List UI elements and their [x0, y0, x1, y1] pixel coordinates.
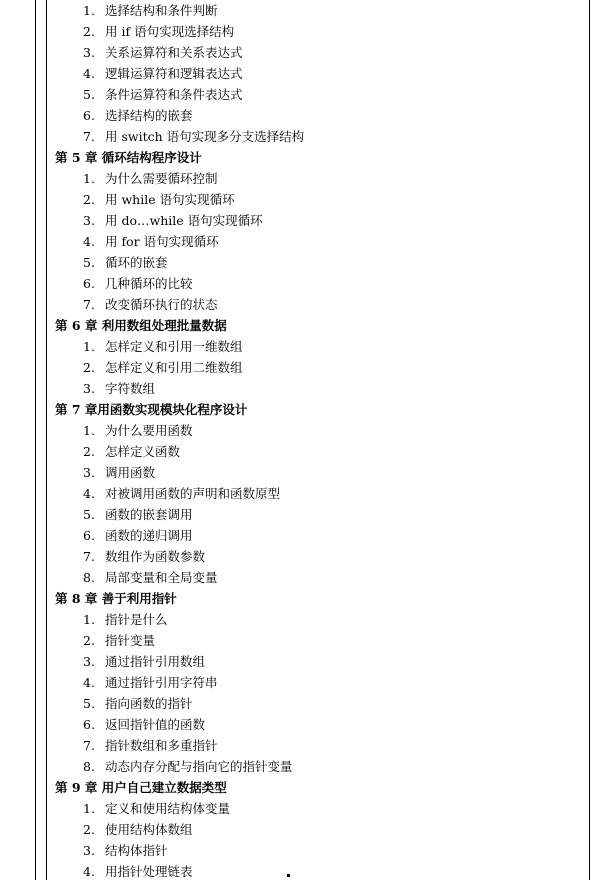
list-item-number: 2.	[83, 192, 95, 207]
list-item-number: 6.	[83, 528, 95, 543]
list-item-text: 怎样定义和引用一维数组	[105, 339, 243, 354]
list-item-text: 函数的递归调用	[105, 528, 193, 543]
list-item-number: 4.	[83, 234, 95, 249]
list-item-text: 使用结构体数组	[105, 822, 193, 837]
list-item-text: 字符数组	[105, 381, 156, 396]
list-item-text: 定义和使用结构体变量	[105, 801, 231, 816]
list-item-number: 4.	[83, 486, 95, 501]
list-item-text: 逻辑运算符和逻辑表达式	[105, 66, 243, 81]
list-item-number: 6.	[83, 276, 95, 291]
list-item-number: 1.	[83, 801, 95, 816]
list-item-text: 调用函数	[105, 465, 156, 480]
list-item-number: 6.	[83, 717, 95, 732]
list-item-text: 函数的嵌套调用	[105, 507, 193, 522]
list-item-text: 数组作为函数参数	[105, 549, 206, 564]
list-item-number: 3.	[83, 465, 95, 480]
list-item	[55, 420, 585, 441]
list-item-text: 选择结构的嵌套	[105, 108, 193, 123]
chapter-heading: 第 8 章 善于利用指针	[55, 591, 177, 606]
list-item	[55, 798, 585, 819]
list-item-number: 2.	[83, 444, 95, 459]
list-item-number: 2.	[83, 822, 95, 837]
list-item	[55, 609, 585, 630]
list-item	[55, 63, 585, 84]
list-item-number: 3.	[83, 843, 95, 858]
list-item-text: 指针变量	[105, 633, 156, 648]
list-item-text: 局部变量和全局变量	[105, 570, 218, 585]
list-item	[55, 672, 585, 693]
list-item-number: 7.	[83, 297, 95, 312]
list-item	[55, 252, 585, 273]
list-item	[55, 189, 585, 210]
list-item	[55, 210, 585, 231]
list-item	[55, 819, 585, 840]
list-item-text: 改变循环执行的状态	[105, 297, 218, 312]
list-item-number: 2.	[83, 633, 95, 648]
list-item-text: 用 switch 语句实现多分支选择结构	[105, 129, 305, 144]
list-item	[55, 483, 585, 504]
list-item-text: 用 do…while 语句实现循环	[105, 213, 263, 228]
list-item-number: 8.	[83, 759, 95, 774]
list-item-text: 怎样定义函数	[105, 444, 181, 459]
list-item	[55, 126, 585, 147]
list-item-number: 2.	[83, 360, 95, 375]
list-item	[55, 462, 585, 483]
list-item-number: 1.	[83, 171, 95, 186]
list-item-number: 1.	[83, 612, 95, 627]
list-item	[55, 0, 585, 21]
list-item-text: 返回指针值的函数	[105, 717, 206, 732]
list-item-number: 8.	[83, 570, 95, 585]
list-item	[55, 84, 585, 105]
list-item-text: 几种循环的比较	[105, 276, 193, 291]
list-item-number: 3.	[83, 45, 95, 60]
chapter-heading: 第 6 章 利用数组处理批量数据	[55, 318, 227, 333]
table-border-right	[589, 0, 590, 880]
list-item-number: 4.	[83, 66, 95, 81]
list-item	[55, 735, 585, 756]
list-item	[55, 378, 585, 399]
list-item	[55, 294, 585, 315]
list-item	[55, 756, 585, 777]
list-item	[55, 105, 585, 126]
list-item-text: 指针是什么	[105, 612, 168, 627]
list-item-text: 选择结构和条件判断	[105, 3, 218, 18]
list-item-text: 指向函数的指针	[105, 696, 193, 711]
list-item-text: 怎样定义和引用二维数组	[105, 360, 243, 375]
list-item-number: 7.	[83, 738, 95, 753]
list-item-number: 5.	[83, 255, 95, 270]
list-item-text: 条件运算符和条件表达式	[105, 87, 243, 102]
list-item-text: 指针数组和多重指针	[105, 738, 218, 753]
list-item	[55, 504, 585, 525]
list-item	[55, 273, 585, 294]
list-item	[55, 525, 585, 546]
list-item-number: 5.	[83, 696, 95, 711]
list-item-number: 7.	[83, 129, 95, 144]
syllabus-content	[55, 0, 585, 882]
list-item	[55, 336, 585, 357]
list-item	[55, 42, 585, 63]
list-item	[55, 546, 585, 567]
list-item	[55, 693, 585, 714]
table-border-left-inner	[46, 0, 47, 880]
list-item-text: 动态内存分配与指向它的指针变量	[105, 759, 293, 774]
list-item	[55, 21, 585, 42]
list-item	[55, 567, 585, 588]
chapter-heading: 第 9 章 用户自己建立数据类型	[55, 780, 227, 795]
list-item	[55, 861, 585, 882]
list-item	[55, 441, 585, 462]
list-item-text: 用 if 语句实现选择结构	[105, 24, 235, 39]
list-item-text: 关系运算符和关系表达式	[105, 45, 243, 60]
list-item-number: 4.	[83, 864, 95, 879]
list-item-number: 1.	[83, 339, 95, 354]
list-item-number: 7.	[83, 549, 95, 564]
list-item-text: 通过指针引用字符串	[105, 675, 218, 690]
list-item-text: 为什么需要循环控制	[105, 171, 218, 186]
chapter-heading: 第 7 章用函数实现模块化程序设计	[55, 402, 248, 417]
list-item	[55, 168, 585, 189]
list-item-number: 3.	[83, 381, 95, 396]
list-item-number: 2.	[83, 24, 95, 39]
list-item	[55, 714, 585, 735]
list-item-number: 6.	[83, 108, 95, 123]
list-item	[55, 840, 585, 861]
list-item-number: 3.	[83, 654, 95, 669]
table-border-left-outer	[35, 0, 36, 880]
list-item-text: 通过指针引用数组	[105, 654, 206, 669]
list-item-text: 用 for 语句实现循环	[105, 234, 219, 249]
chapter-heading: 第 5 章 循环结构程序设计	[55, 150, 202, 165]
list-item-number: 1.	[83, 3, 95, 18]
list-item-number: 3.	[83, 213, 95, 228]
list-item	[55, 357, 585, 378]
list-item	[55, 630, 585, 651]
list-item-number: 5.	[83, 507, 95, 522]
list-item-text: 结构体指针	[105, 843, 168, 858]
page-mark	[287, 874, 290, 877]
list-item-text: 用 while 语句实现循环	[105, 192, 235, 207]
list-item-number: 1.	[83, 423, 95, 438]
list-item-text: 用指针处理链表	[105, 864, 193, 879]
list-item	[55, 651, 585, 672]
list-item-number: 4.	[83, 675, 95, 690]
list-item	[55, 231, 585, 252]
list-item-text: 为什么要用函数	[105, 423, 193, 438]
list-item-text: 对被调用函数的声明和函数原型	[105, 486, 281, 501]
list-item-number: 5.	[83, 87, 95, 102]
list-item-text: 循环的嵌套	[105, 255, 168, 270]
